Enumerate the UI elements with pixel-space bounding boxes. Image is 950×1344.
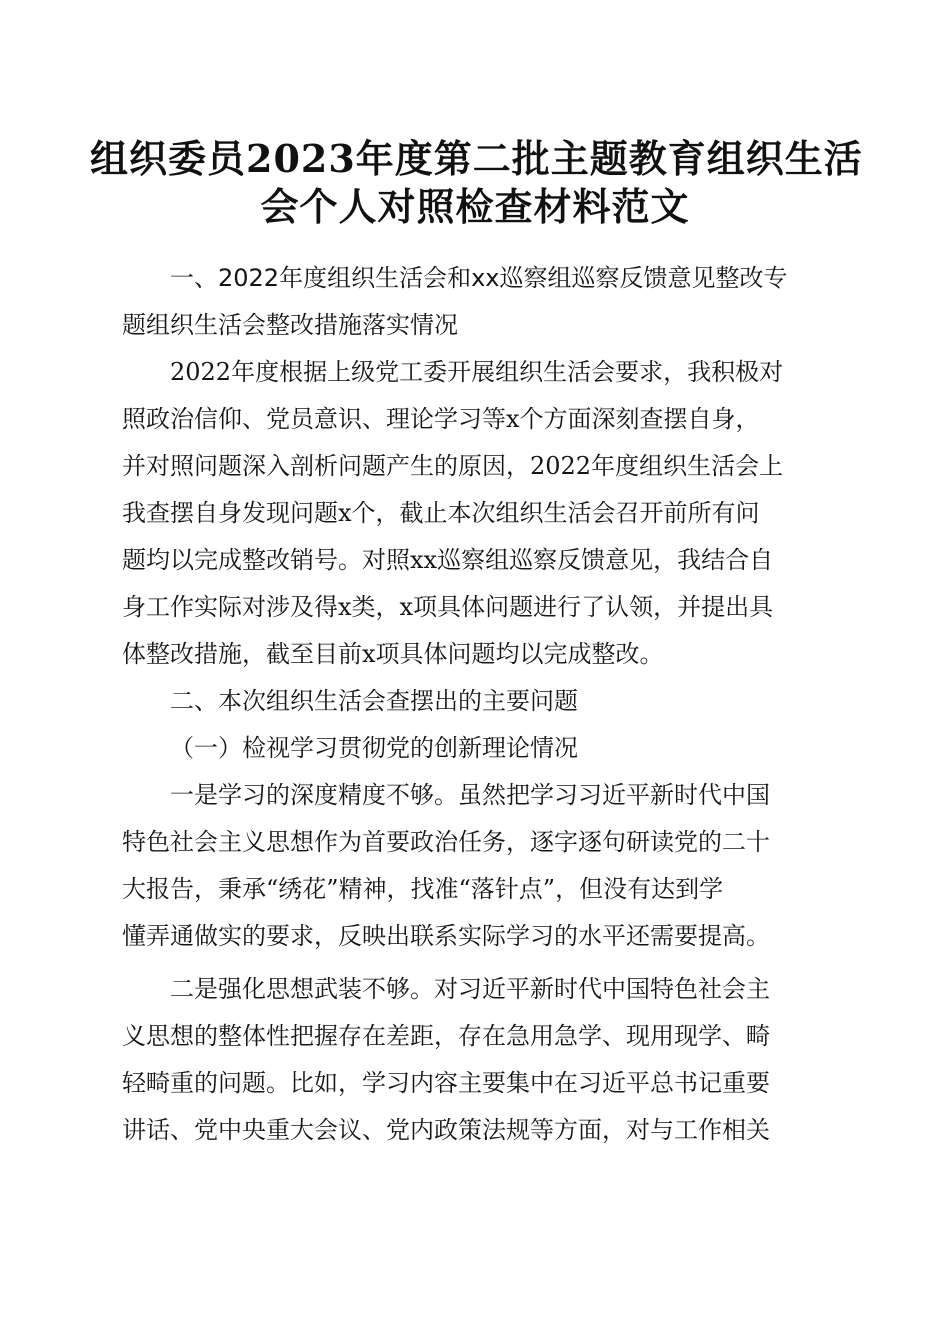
section1-paragraph-line-3: 并对照问题深入剖析问题产生的原因，2022年度组织生活会上 [122, 452, 784, 480]
section1-paragraph-line-7: 体整改措施，截至目前x项具体问题均以完成整改。 [122, 640, 664, 668]
section2-paragraph1-line-3: 大报告，秉承“绣花”精神，找准“落针点”，但没有达到学 [122, 875, 724, 903]
section2-paragraph1-line-4: 懂弄通做实的要求，反映出联系实际学习的水平还需要提高。 [122, 922, 770, 950]
section1-paragraph-line-5: 题均以完成整改销号。对照xx巡察组巡察反馈意见，我结合自 [122, 546, 774, 574]
section2-paragraph2-line-2: 义思想的整体性把握存在差距，存在急用急学、现用现学、畸 [122, 1022, 770, 1050]
section2-paragraph2-line-4: 讲话、党中央重大会议、党内政策法规等方面，对与工作相关 [122, 1116, 770, 1144]
section2-paragraph1-line-2: 特色社会主义思想作为首要政治任务，逐字逐句研读党的二十 [122, 828, 770, 856]
section1-paragraph-line-2: 照政治信仰、党员意识、理论学习等x个方面深刻查摆自身， [122, 405, 760, 433]
section2-paragraph2-line-1: 二是强化思想武装不够。对习近平新时代中国特色社会主 [170, 975, 770, 1003]
section1-paragraph-line-1: 2022年度根据上级党工委开展组织生活会要求，我积极对 [170, 358, 784, 386]
section1-paragraph-line-6: 身工作实际对涉及得x类，x项具体问题进行了认领，并提出具 [122, 593, 774, 621]
section2-subheading: （一）检视学习贯彻党的创新理论情况 [170, 734, 578, 762]
document-body [122, 255, 822, 1154]
section1-heading-line-2: 题组织生活会整改措施落实情况 [122, 311, 458, 339]
document-title-line-1: 组织委员2023年度第二批主题教育组织生活 [90, 136, 863, 181]
section2-paragraph1-line-1: 一是学习的深度精度不够。虽然把学习习近平新时代中国 [170, 781, 770, 809]
section1-paragraph-line-4: 我查摆自身发现问题x个，截止本次组织生活会召开前所有问 [122, 499, 760, 527]
section1-heading-line-1: 一、2022年度组织生活会和xx巡察组巡察反馈意见整改专 [170, 264, 788, 292]
section2-heading: 二、本次组织生活会查摆出的主要问题 [170, 687, 578, 715]
document-title-line-2: 会个人对照检查材料范文 [260, 184, 690, 229]
section2-paragraph2-line-3: 轻畸重的问题。比如，学习内容主要集中在习近平总书记重要 [122, 1069, 770, 1097]
